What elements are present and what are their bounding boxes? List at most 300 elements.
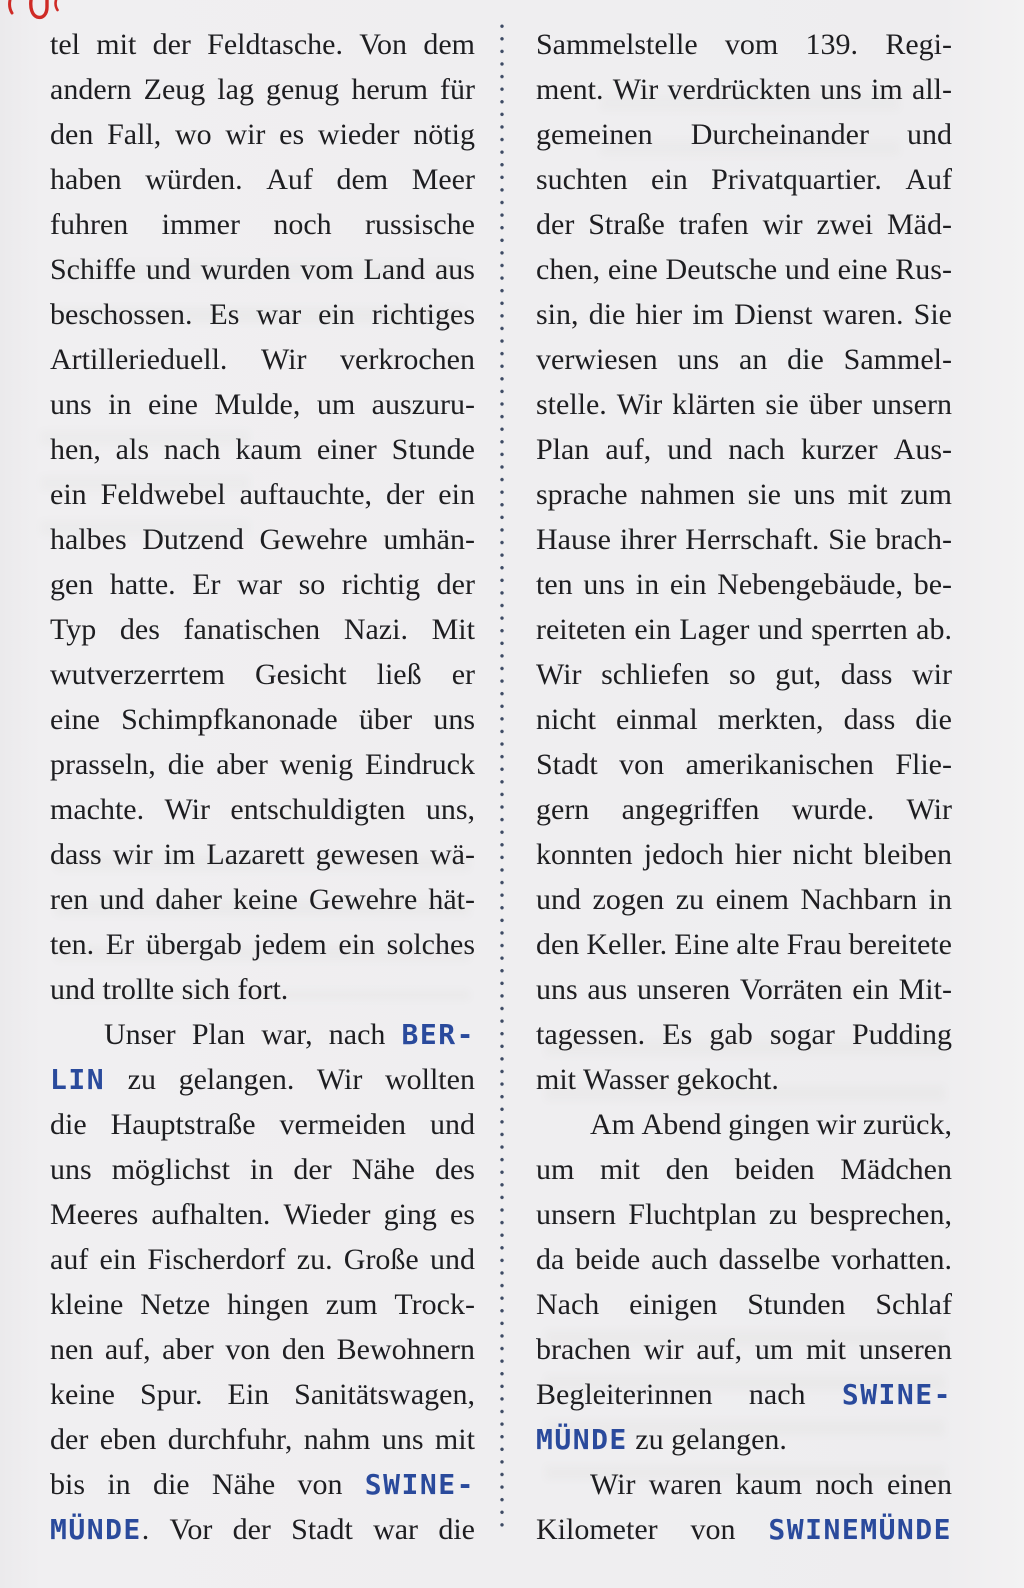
- word: [121, 697, 338, 742]
- word: [106, 922, 134, 967]
- word: [806, 1327, 846, 1372]
- text-fragment: ment.: [536, 73, 604, 106]
- text-fragment: Vor: [169, 1513, 213, 1546]
- text-fragment: Mäd-: [887, 208, 952, 241]
- text-fragment: sin,: [536, 298, 579, 331]
- text-line: [50, 292, 475, 337]
- word: [587, 967, 627, 1012]
- text-fragment: eine: [50, 703, 100, 736]
- word: [536, 472, 628, 517]
- text-line: [536, 517, 952, 562]
- word: [806, 22, 859, 67]
- word: [536, 877, 581, 922]
- word: [838, 247, 888, 292]
- word: [142, 517, 244, 562]
- text-fragment: reiteten: [536, 613, 626, 646]
- word: [735, 1147, 815, 1192]
- word: [793, 832, 853, 877]
- text-fragment: Sanitätswagen,: [294, 1378, 475, 1411]
- word: [228, 1372, 270, 1417]
- word: [676, 877, 704, 922]
- text-fragment: auftauchte,: [239, 478, 373, 511]
- word: [765, 382, 798, 427]
- word: [364, 247, 426, 292]
- word: [430, 1237, 475, 1282]
- word: [717, 562, 903, 607]
- word: [340, 337, 475, 382]
- text-fragment: zu: [675, 883, 705, 916]
- text-line: [536, 922, 952, 967]
- word: [929, 877, 952, 922]
- word: [668, 67, 811, 112]
- word: [536, 742, 598, 787]
- text-fragment: Begleiterinnen: [536, 1378, 713, 1411]
- text-fragment: der: [232, 1513, 271, 1546]
- word: [201, 247, 291, 292]
- text-fragment: Schimpfkanonade: [121, 703, 338, 736]
- word: [300, 247, 353, 292]
- text-line: [50, 67, 475, 112]
- word: [309, 877, 417, 922]
- word: [635, 1423, 663, 1456]
- text-fragment: fort.: [237, 973, 289, 1006]
- text-fragment: Auf: [266, 163, 313, 196]
- text-fragment: angegriffen: [621, 793, 760, 826]
- word: [329, 1012, 386, 1057]
- text-fragment: wurde.: [791, 793, 875, 826]
- text-fragment: Wir: [316, 1063, 363, 1096]
- word: [844, 337, 952, 382]
- text-fragment: Spur.: [139, 1378, 203, 1411]
- text-fragment: sie: [765, 388, 799, 421]
- word: [116, 427, 149, 472]
- word: [749, 1372, 806, 1417]
- word: [385, 1057, 475, 1102]
- text-fragment: auf,: [605, 433, 652, 466]
- word: [636, 292, 683, 337]
- text-fragment: verwiesen: [536, 343, 658, 376]
- text-fragment: beschossen.: [50, 298, 193, 331]
- word: [326, 1282, 378, 1327]
- text-line: [536, 1102, 952, 1147]
- text-fragment: auszuru-: [371, 388, 475, 421]
- word: [168, 1417, 293, 1462]
- text-fragment: wir: [911, 658, 952, 691]
- word: [758, 607, 803, 652]
- text-fragment: 139.: [805, 28, 859, 61]
- text-fragment: auch: [651, 1243, 708, 1276]
- text-fragment: er: [451, 658, 475, 691]
- word: [50, 337, 227, 382]
- text-fragment: Hauptstraße: [110, 1108, 256, 1141]
- word: [237, 973, 288, 1006]
- text-line: [50, 1372, 475, 1417]
- word: [692, 292, 724, 337]
- word: [50, 1282, 123, 1327]
- word: [50, 877, 88, 922]
- word: [696, 1327, 742, 1372]
- text-fragment: gelangen.: [671, 1423, 787, 1456]
- word: [233, 1507, 271, 1552]
- text-fragment: gewesen: [315, 838, 419, 871]
- text-fragment: eine: [148, 388, 198, 421]
- text-fragment: war: [237, 568, 283, 601]
- text-fragment: Meeres: [50, 1198, 139, 1231]
- word: [50, 832, 102, 877]
- word: [816, 202, 873, 247]
- word: [435, 247, 475, 292]
- text-fragment: einen: [886, 1468, 952, 1501]
- text-fragment: zu: [635, 1423, 664, 1456]
- text-fragment: um: [316, 388, 356, 421]
- text-fragment: zu.: [296, 1243, 333, 1276]
- word: [536, 922, 579, 967]
- text-fragment: hen,: [50, 433, 101, 466]
- text-fragment: waren: [648, 1468, 723, 1501]
- word: [840, 1147, 952, 1192]
- word: [426, 787, 475, 832]
- word: [536, 22, 698, 67]
- text-fragment: stelle.: [536, 388, 607, 421]
- text-fragment: .: [141, 1513, 150, 1546]
- text-fragment: Lazarett: [206, 838, 305, 871]
- text-fragment: wä-: [429, 838, 475, 871]
- text-fragment: alte: [736, 928, 780, 961]
- text-fragment: Sie: [828, 523, 867, 556]
- text-fragment: Abend: [641, 1108, 722, 1141]
- text-line: [536, 652, 952, 697]
- text-fragment: und: [907, 118, 952, 151]
- word: [261, 1012, 312, 1057]
- text-fragment: uns: [536, 973, 578, 1006]
- word: [651, 157, 688, 202]
- word: [763, 202, 803, 247]
- text-fragment: an: [739, 343, 768, 376]
- word: [317, 382, 355, 427]
- word: [233, 877, 298, 922]
- word: [162, 202, 240, 247]
- text-fragment: noch: [273, 208, 332, 241]
- word: [153, 22, 191, 67]
- text-fragment: ging: [383, 1198, 437, 1231]
- text-fragment: Nazi.: [343, 613, 408, 646]
- text-fragment: gemeinen: [536, 118, 653, 151]
- word: [384, 1192, 437, 1237]
- text-line: [50, 922, 475, 967]
- word: [99, 877, 144, 922]
- text-fragment: wir: [112, 838, 153, 871]
- text-fragment: nahm: [303, 1423, 371, 1456]
- text-fragment: Wir: [261, 343, 307, 376]
- text-fragment: im: [163, 838, 196, 871]
- word: [50, 742, 156, 787]
- text-fragment: bleiben: [863, 838, 952, 871]
- text-fragment: ten: [536, 568, 573, 601]
- word: [536, 382, 607, 427]
- text-fragment: Gewehre: [259, 523, 368, 556]
- word: [740, 967, 843, 1012]
- text-fragment: Lager: [679, 613, 750, 646]
- word: [146, 922, 242, 967]
- word: [536, 292, 579, 337]
- word: [50, 1192, 138, 1237]
- word: [536, 517, 611, 562]
- text-fragment: suchten: [536, 163, 628, 196]
- text-fragment: Mulde,: [214, 388, 301, 421]
- text-fragment: zu: [127, 1063, 156, 1096]
- word: [912, 652, 952, 697]
- word: [50, 1147, 92, 1192]
- word: [50, 973, 95, 1006]
- word: [291, 1507, 353, 1552]
- word: [849, 922, 952, 967]
- text-line: [50, 382, 475, 427]
- word: [430, 1102, 475, 1147]
- word: [110, 562, 176, 607]
- word: [841, 652, 893, 697]
- text-fragment: Er: [105, 928, 135, 961]
- text-fragment: den: [536, 928, 580, 961]
- text-fragment: tagessen.: [536, 1018, 646, 1051]
- word: [899, 967, 952, 1012]
- word: [351, 67, 428, 112]
- text-column-left: [50, 22, 475, 1552]
- text-fragment: jedoch: [643, 838, 724, 871]
- word: [811, 607, 908, 652]
- text-line: [50, 247, 475, 292]
- word: [50, 697, 100, 742]
- text-fragment: haben: [50, 163, 122, 196]
- text-line: [536, 472, 952, 517]
- text-fragment: fanatischen: [183, 613, 321, 646]
- column-divider-dotted: [500, 24, 504, 1530]
- word: [175, 112, 212, 157]
- text-fragment: und: [757, 613, 803, 646]
- text-fragment: einmal: [616, 703, 698, 736]
- word: [382, 1417, 424, 1462]
- text-fragment: Plan: [191, 1018, 246, 1051]
- text-line: [536, 337, 952, 382]
- word: [755, 1327, 793, 1372]
- text-fragment: uns,: [425, 793, 475, 826]
- text-fragment: Artillerieduell.: [50, 343, 228, 376]
- text-fragment: Regi-: [885, 28, 952, 61]
- word: [225, 1327, 270, 1372]
- text-fragment: über: [358, 703, 413, 736]
- word: [113, 832, 153, 877]
- text-fragment: noch: [815, 1468, 874, 1501]
- text-fragment: nötig: [413, 118, 475, 151]
- word: [848, 472, 888, 517]
- word: [216, 742, 268, 787]
- text-fragment: uns: [50, 1153, 92, 1186]
- text-fragment: Sammel-: [843, 343, 952, 376]
- word: [433, 697, 475, 742]
- word: [259, 517, 367, 562]
- text-fragment: Straße: [588, 208, 665, 241]
- text-line: [536, 742, 952, 787]
- text-line: [536, 1057, 952, 1102]
- text-fragment: wutverzerrtem: [50, 658, 225, 691]
- word: [318, 292, 355, 337]
- word: [413, 112, 475, 157]
- word: [912, 67, 952, 112]
- word: [823, 292, 904, 337]
- text-line: [536, 787, 952, 832]
- text-fragment: hier: [635, 298, 683, 331]
- word: [800, 877, 917, 922]
- text-fragment: zwei: [816, 208, 874, 241]
- word: [162, 1327, 214, 1372]
- word: [105, 1327, 151, 1372]
- text-fragment: russische: [365, 208, 475, 241]
- word: [536, 1327, 631, 1372]
- text-fragment: ein: [634, 613, 671, 646]
- text-fragment: zurück,: [862, 1108, 952, 1141]
- word: [775, 652, 821, 697]
- text-fragment: daher: [155, 883, 222, 916]
- text-fragment: Eindruck: [364, 748, 475, 781]
- word: [120, 607, 160, 652]
- text-fragment: schliefen: [601, 658, 710, 691]
- text-line: [50, 1057, 475, 1102]
- text-fragment: wir: [225, 118, 266, 151]
- text-fragment: und: [429, 1108, 475, 1141]
- text-column-right: [536, 22, 952, 1552]
- text-line: [536, 1372, 952, 1417]
- word: [279, 1102, 406, 1147]
- text-fragment: kurzer: [800, 433, 878, 466]
- text-fragment: über: [808, 388, 863, 421]
- text-fragment: entschuldigten: [230, 793, 406, 826]
- text-fragment: der: [436, 568, 475, 601]
- text-line: [50, 1102, 475, 1147]
- text-fragment: in: [250, 1153, 274, 1186]
- word: [283, 1192, 370, 1237]
- text-fragment: Herrschaft.: [685, 523, 820, 556]
- text-fragment: zum: [900, 478, 952, 511]
- word: [536, 697, 596, 742]
- text-fragment: Nähe: [351, 1153, 415, 1186]
- word: [412, 157, 475, 202]
- word: [298, 1462, 343, 1507]
- text-line: [50, 742, 475, 787]
- text-fragment: der: [386, 478, 425, 511]
- text-fragment: aber: [162, 1333, 214, 1366]
- word: [280, 742, 353, 787]
- text-fragment: Mädchen: [840, 1153, 952, 1186]
- word: [250, 1147, 273, 1192]
- word: [608, 247, 658, 292]
- word: [536, 1012, 645, 1057]
- text-fragment: um: [754, 1333, 794, 1366]
- word: [50, 427, 101, 472]
- text-fragment: waren.: [822, 298, 904, 331]
- text-fragment: Schiffe: [50, 253, 137, 286]
- word: [852, 967, 889, 1012]
- text-fragment: die: [167, 748, 205, 781]
- text-fragment: vorhatten.: [831, 1243, 952, 1276]
- word: [536, 1507, 658, 1552]
- text-line: [536, 1237, 952, 1282]
- text-fragment: und: [50, 973, 95, 1006]
- word: [50, 22, 80, 67]
- text-fragment: Stunde: [391, 433, 475, 466]
- text-fragment: den: [50, 118, 94, 151]
- word: [452, 652, 475, 697]
- text-fragment: Es: [209, 298, 240, 331]
- word: [359, 697, 412, 742]
- highlighted-place-name: SWINEMÜNDE: [768, 1513, 952, 1546]
- text-fragment: Dienst: [734, 298, 813, 331]
- text-fragment: eben: [99, 1423, 157, 1456]
- word: [164, 832, 196, 877]
- word: [747, 1282, 845, 1327]
- word: [820, 67, 862, 112]
- word: [255, 652, 347, 697]
- word: [140, 1372, 203, 1417]
- text-fragment: uns: [820, 73, 862, 106]
- word: [230, 787, 405, 832]
- text-fragment: Wasser: [582, 1063, 669, 1096]
- text-line: [536, 292, 952, 337]
- text-fragment: Frau: [786, 928, 842, 961]
- word: [736, 922, 779, 967]
- word: [852, 1012, 952, 1057]
- word: [155, 877, 222, 922]
- text-line: [50, 472, 475, 517]
- text-fragment: ein: [669, 568, 707, 601]
- text-fragment: nach: [163, 433, 221, 466]
- word: [227, 1282, 309, 1327]
- word: [266, 67, 339, 112]
- text-fragment: unseren: [636, 973, 731, 1006]
- text-fragment: konnten: [536, 838, 633, 871]
- text-fragment: Auf: [905, 163, 952, 196]
- text-fragment: um: [536, 1153, 575, 1186]
- word: [728, 427, 785, 472]
- text-fragment: ließ: [376, 658, 422, 691]
- word: [685, 517, 819, 562]
- word: [206, 832, 304, 877]
- text-line: [50, 562, 475, 607]
- text-fragment: Nach: [536, 1288, 600, 1321]
- word: [336, 157, 388, 202]
- text-fragment: im: [692, 298, 724, 331]
- word: [438, 472, 475, 517]
- word: [875, 517, 952, 562]
- word: [304, 1417, 371, 1462]
- word: [261, 337, 306, 382]
- text-fragment: mit: [536, 1063, 577, 1096]
- word: [536, 67, 604, 112]
- text-fragment: wir: [762, 208, 803, 241]
- word: [536, 1237, 564, 1282]
- text-fragment: Feldtasche.: [207, 28, 343, 61]
- text-fragment: uns: [381, 1423, 424, 1456]
- text-line: [536, 967, 952, 1012]
- text-fragment: immer: [161, 208, 240, 241]
- word: [50, 472, 87, 517]
- word: [318, 112, 400, 157]
- text-fragment: in: [635, 568, 660, 601]
- word: [50, 1507, 149, 1552]
- text-fragment: Wir: [612, 73, 659, 106]
- word: [438, 1507, 475, 1552]
- text-fragment: mit: [847, 478, 888, 511]
- text-fragment: Fluchtplan: [628, 1198, 757, 1231]
- word: [50, 1237, 88, 1282]
